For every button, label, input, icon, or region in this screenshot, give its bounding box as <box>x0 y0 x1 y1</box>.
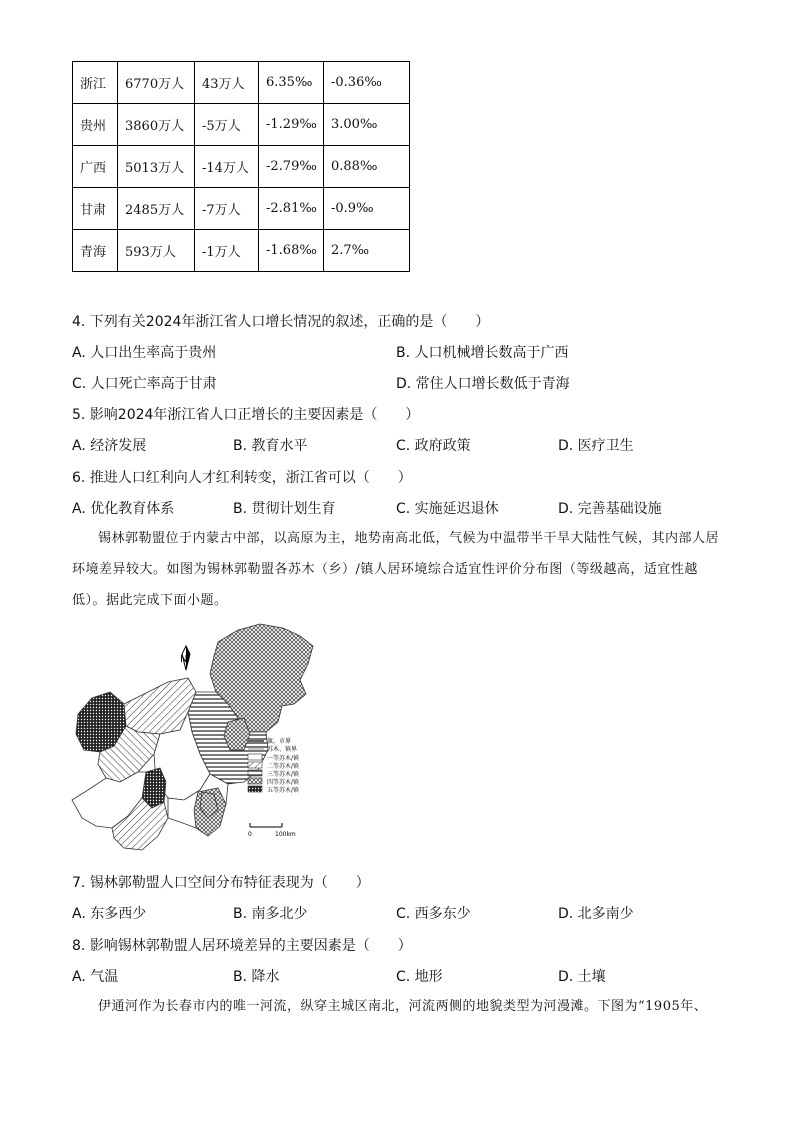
north-label: N <box>180 654 188 665</box>
table-cell: 43万人 <box>195 62 259 104</box>
question-5-option-b[interactable]: B. 教育水平 <box>233 438 308 454</box>
table-cell: 甘肃 <box>73 188 118 230</box>
legend-item: 一等苏木/镇 <box>267 755 300 762</box>
table-cell: -1万人 <box>195 230 259 272</box>
population-table <box>72 61 410 272</box>
table-cell: 青海 <box>73 230 118 272</box>
question-6-option-a[interactable]: A. 优化教育体系 <box>72 501 175 517</box>
table-cell: -5万人 <box>195 104 259 146</box>
question-5-option-c[interactable]: C. 政府政策 <box>396 438 471 454</box>
question-6-option-d[interactable]: D. 完善基础设施 <box>558 501 662 517</box>
table-row <box>73 104 410 146</box>
passage-text: 锡林郭勒盟位于内蒙古中部，以高原为主，地势南高北低，气候为中温带半干旱大陆性气候，其内部人居环境差异较大。如图为锡林郭勒盟各苏木（乡）/镇人居环境综合适宜性评价分布图（等级越高，适宜性越低）。据此完成下面小题。 <box>72 531 720 608</box>
table-cell: -0.36‰ <box>324 62 410 104</box>
question-7-option-d[interactable]: D. 北多南少 <box>558 906 634 922</box>
question-5-option-d[interactable]: D. 医疗卫生 <box>558 438 634 454</box>
question-4-option-b[interactable]: B. 人口机械增长数高于广西 <box>396 345 569 361</box>
legend-item: 旗、市界 <box>267 738 292 745</box>
map-regions <box>72 624 313 850</box>
question-7-stem: 7. 锡林郭勒盟人口空间分布特征表现为（ ） <box>72 875 370 891</box>
table-cell: 593万人 <box>118 230 195 272</box>
passage-xilingol <box>72 523 724 616</box>
question-7-option-b[interactable]: B. 南多北少 <box>233 906 308 922</box>
question-7-option-c[interactable]: C. 西多东少 <box>396 906 471 922</box>
table-cell: -14万人 <box>195 146 259 188</box>
table-cell: -1.29‰ <box>259 104 324 146</box>
question-6-option-b[interactable]: B. 贯彻计划生育 <box>233 501 336 517</box>
question-8-stem: 8. 影响锡林郭勒盟人居环境差异的主要因素是（ ） <box>72 938 412 954</box>
table-cell: -2.81‰ <box>259 188 324 230</box>
question-8-option-b[interactable]: B. 降水 <box>233 969 280 985</box>
table-cell: 广西 <box>73 146 118 188</box>
table-row <box>73 146 410 188</box>
question-8-option-a[interactable]: A. 气温 <box>72 969 119 985</box>
passage-text: 伊通河作为长春市内的唯一河流，纵穿主城区南北，河流两侧的地貌类型为河漫滩。下图为“1905年、 <box>98 999 708 1014</box>
scale-zero: 0 <box>248 831 252 838</box>
question-6-stem: 6. 推进人口红利向人才红利转变，浙江省可以（ ） <box>72 470 412 486</box>
north-arrow-icon <box>180 646 190 670</box>
question-4-stem: 4. 下列有关2024年浙江省人口增长情况的叙述，正确的是（ ） <box>72 314 490 330</box>
table-cell: -7万人 <box>195 188 259 230</box>
table-cell: 3860万人 <box>118 104 195 146</box>
question-4-option-d[interactable]: D. 常住人口增长数低于青海 <box>396 376 570 392</box>
question-4-option-c[interactable]: C. 人口死亡率高于甘肃 <box>72 376 217 392</box>
legend-item: 三等苏木/镇 <box>267 771 300 778</box>
question-5-option-a[interactable]: A. 经济发展 <box>72 438 147 454</box>
xilingol-suitability-map <box>68 622 330 857</box>
legend-item: 四等苏木/镇 <box>267 779 300 786</box>
table-cell: 6770万人 <box>118 62 195 104</box>
table-cell: 2485万人 <box>118 188 195 230</box>
table-cell: 0.88‰ <box>324 146 410 188</box>
table-row <box>73 230 410 272</box>
legend-item: 苏木、镇界 <box>267 746 298 753</box>
table-cell: -0.9‰ <box>324 188 410 230</box>
table-cell: 贵州 <box>73 104 118 146</box>
scale-bar <box>248 823 296 838</box>
table-cell: 2.7‰ <box>324 230 410 272</box>
passage-yitong-river <box>72 991 724 1022</box>
region-east-patch <box>224 718 250 750</box>
question-8-option-c[interactable]: C. 地形 <box>396 969 443 985</box>
scale-label: 100km <box>275 831 296 838</box>
legend-item: 二等苏木/镇 <box>267 763 300 770</box>
table-row <box>73 188 410 230</box>
table-cell: 浙江 <box>73 62 118 104</box>
table-cell: -1.68‰ <box>259 230 324 272</box>
table-row <box>73 62 410 104</box>
question-7-option-a[interactable]: A. 东多西少 <box>72 906 147 922</box>
legend-item: 五等苏木/镇 <box>267 787 300 794</box>
table-cell: 3.00‰ <box>324 104 410 146</box>
table-cell: 5013万人 <box>118 146 195 188</box>
question-8-option-d[interactable]: D. 土壤 <box>558 969 606 985</box>
question-6-option-c[interactable]: C. 实施延迟退休 <box>396 501 499 517</box>
question-5-stem: 5. 影响2024年浙江省人口正增长的主要因素是（ ） <box>72 407 420 423</box>
table-cell: -2.79‰ <box>259 146 324 188</box>
table-cell: 6.35‰ <box>259 62 324 104</box>
question-4-option-a[interactable]: A. 人口出生率高于贵州 <box>72 345 217 361</box>
